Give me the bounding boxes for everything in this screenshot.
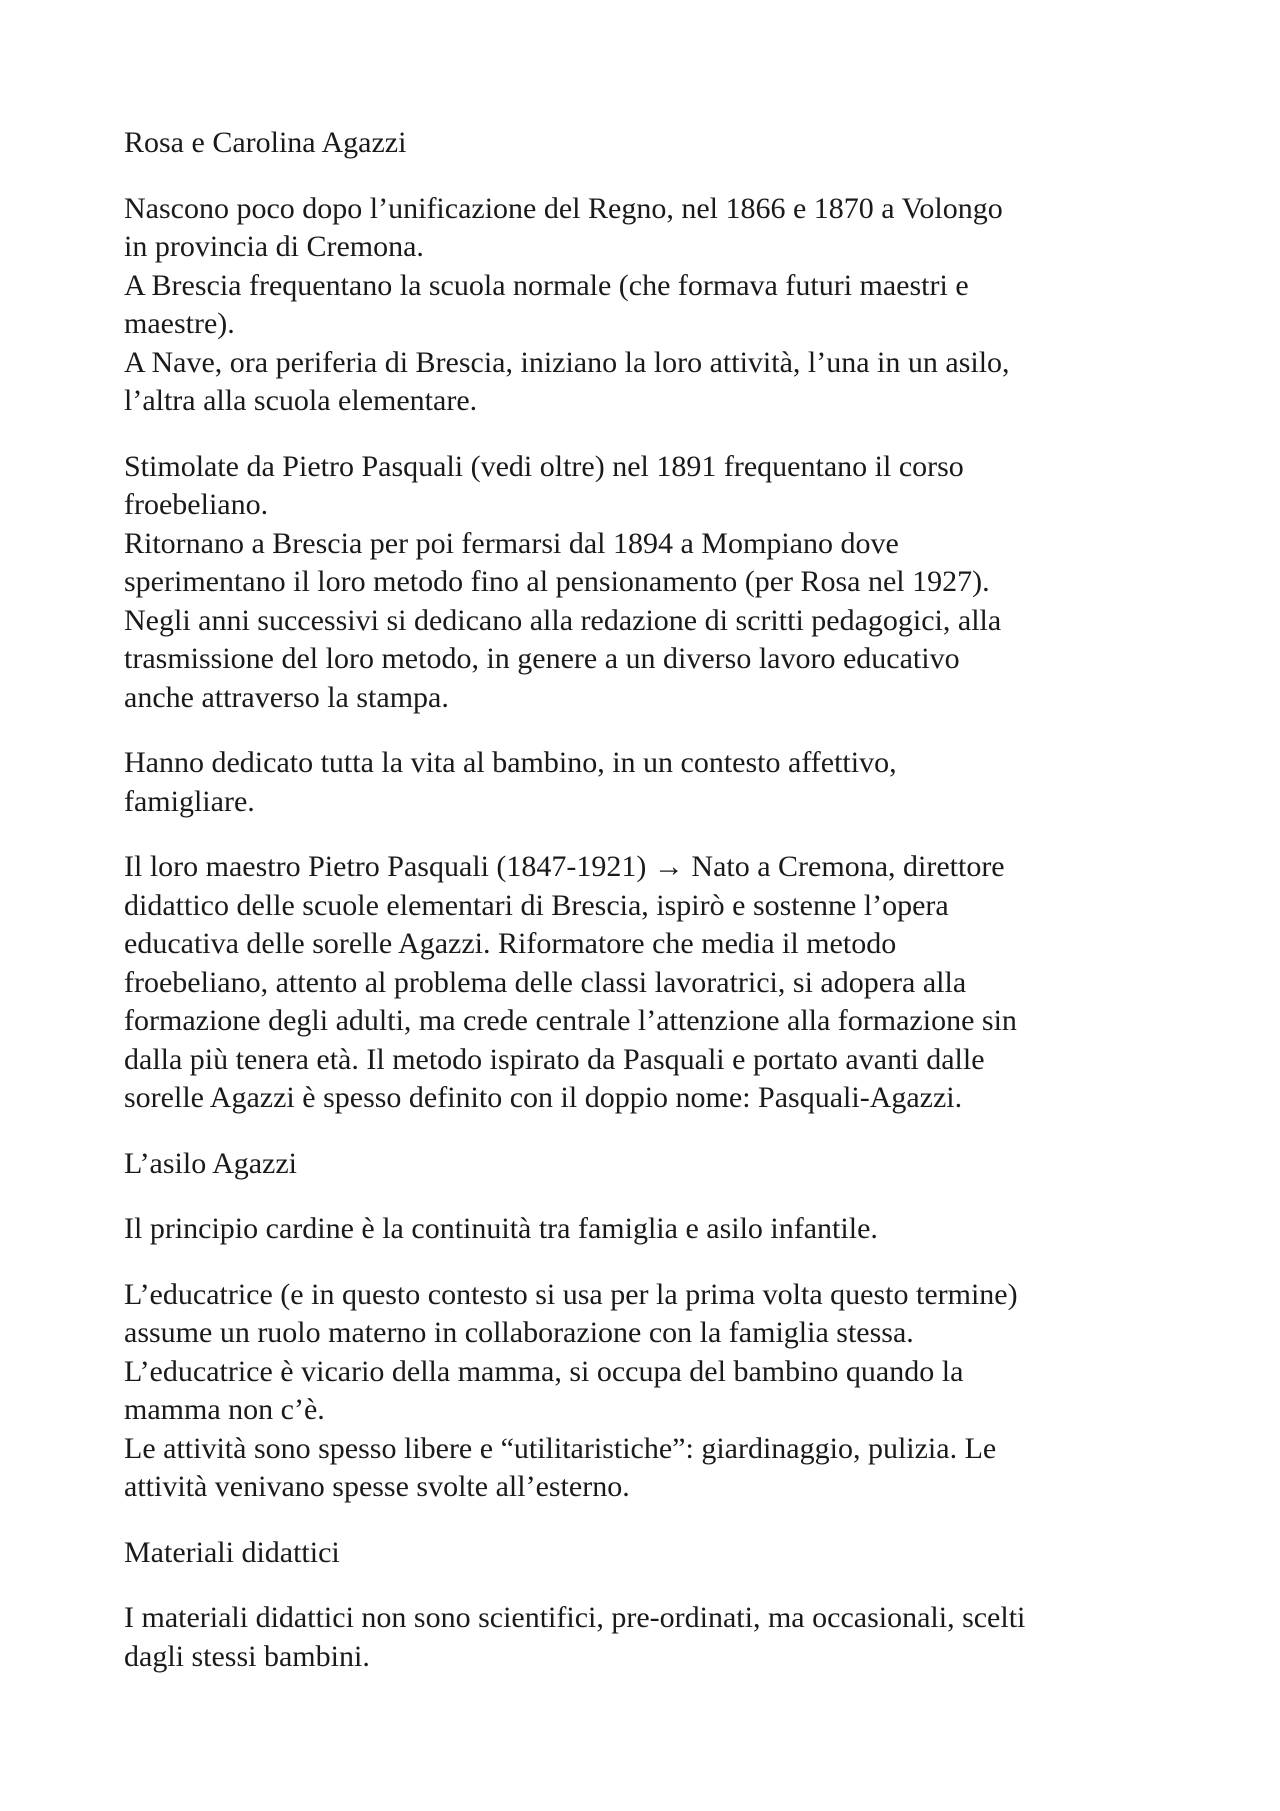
paragraph-materiali — [124, 1599, 1174, 1676]
text-line: assume un ruolo materno in collaborazione con la famiglia stessa. — [124, 1316, 914, 1349]
paragraph-educatrice — [124, 1276, 1174, 1507]
title-rosa-carolina-agazzi — [124, 124, 1174, 163]
text-line: Il principio cardine è la continuità tra famiglia e asilo infantile. — [124, 1212, 878, 1245]
heading-asilo-agazzi — [124, 1145, 1174, 1184]
text-line: Hanno dedicato tutta la vita al bambino, in un contesto affettivo, — [124, 746, 897, 779]
text-line: Stimolate da Pietro Pasquali (vedi oltre) nel 1891 frequentano il corso — [124, 449, 964, 483]
document-body — [124, 124, 1174, 1703]
heading-text: Rosa e Carolina Agazzi — [124, 126, 407, 159]
text-line: Le attività sono spesso libere e “utilitaristiche”: giardinaggio, pulizia. Le — [124, 1431, 997, 1465]
text-line: froebeliano. — [124, 488, 269, 521]
paragraph-pietro-pasquali — [124, 848, 1174, 1118]
text-line: trasmissione del loro metodo, in genere a un diverso lavoro educativo — [124, 642, 960, 675]
text-line: sorelle Agazzi è spesso definito con il doppio nome: Pasquali-Agazzi. — [124, 1081, 963, 1114]
text-line: A Brescia frequentano la scuola normale (che formava futuri maestri e — [124, 268, 969, 302]
text-line: in provincia di Cremona. — [124, 230, 424, 263]
text-line: froebeliano, attento al problema delle classi lavoratrici, si adopera alla — [124, 965, 967, 999]
paragraph-principio-cardine — [124, 1210, 1174, 1249]
text-line: l’altra alla scuola elementare. — [124, 384, 478, 417]
text-line: Negli anni successivi si dedicano alla redazione di scritti pedagogici, alla — [124, 603, 1002, 637]
text-line: anche attraverso la stampa. — [124, 680, 449, 714]
text-line: L’educatrice (e in questo contesto si usa per la prima volta questo termine) — [124, 1277, 1018, 1311]
text-line: formazione degli adulti, ma crede centrale l’attenzione alla formazione sin — [124, 1004, 1017, 1037]
text-line: Il loro maestro Pietro Pasquali (1847-1921) → Nato a Cremona, direttore — [124, 850, 1005, 883]
text-line: attività venivano spesse svolte all’esterno. — [124, 1470, 630, 1503]
paragraph-dedicato-bambino — [124, 744, 1174, 821]
text-line: L’educatrice è vicario della mamma, si occupa del bambino quando la — [124, 1354, 964, 1388]
heading-materiali-didattici — [124, 1534, 1174, 1573]
text-line: maestre). — [124, 307, 235, 340]
heading-text: Materiali didattici — [124, 1535, 340, 1569]
paragraph-pasquali-corso — [124, 448, 1174, 718]
text-line: dalla più tenera età. Il metodo ispirato da Pasquali e portato avanti dalle — [124, 1042, 985, 1076]
text-line: sperimentano il loro metodo fino al pensionamento (per Rosa nel 1927). — [124, 565, 990, 598]
heading-text: L’asilo Agazzi — [124, 1146, 298, 1180]
text-line: Ritornano a Brescia per poi fermarsi dal 1894 a Mompiano dove — [124, 526, 899, 560]
text-line: famigliare. — [124, 784, 255, 818]
text-line: dagli stessi bambini. — [124, 1639, 370, 1673]
text-line: mamma non c’è. — [124, 1393, 325, 1426]
text-line: educativa delle sorelle Agazzi. Riformatore che media il metodo — [124, 927, 897, 960]
text-line: didattico delle scuole elementari di Brescia, ispirò e sostenne l’opera — [124, 888, 949, 922]
text-line: I materiali didattici non sono scientifici, pre-ordinati, ma occasionali, scelti — [124, 1601, 1026, 1634]
paragraph-nascita — [124, 190, 1174, 421]
text-line: Nascono poco dopo l’unificazione del Regno, nel 1866 e 1870 a Volongo — [124, 191, 1003, 225]
text-line: A Nave, ora periferia di Brescia, iniziano la loro attività, l’una in un asilo, — [124, 345, 1010, 379]
